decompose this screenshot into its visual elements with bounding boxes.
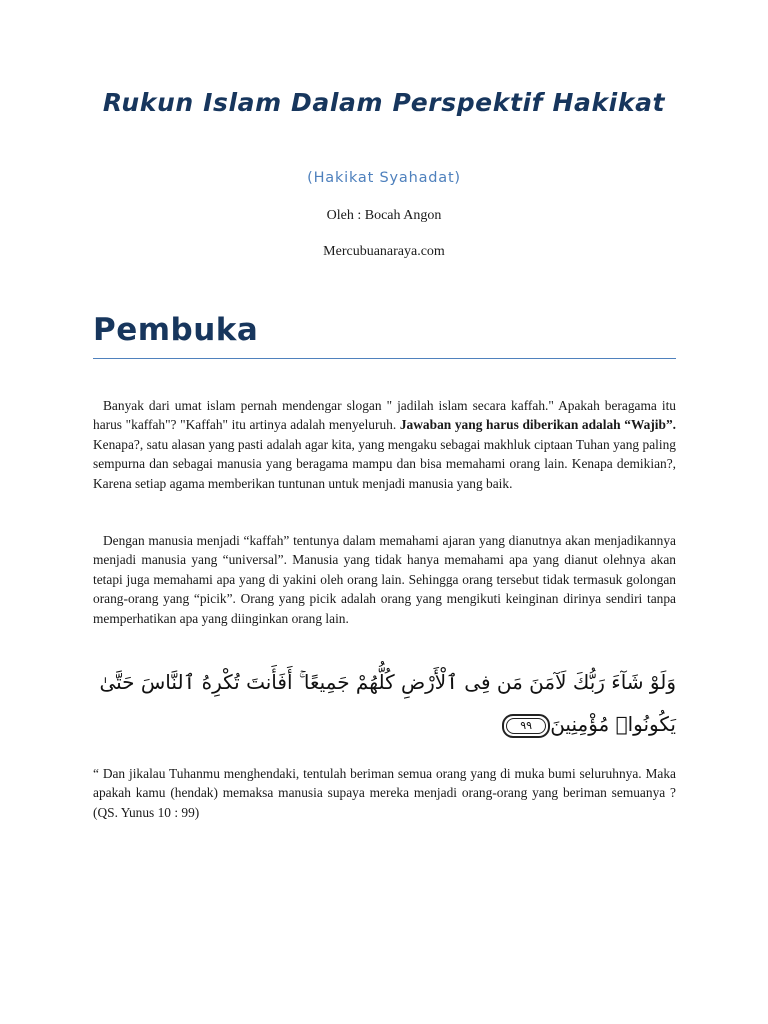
paragraph-intro (93, 396, 676, 493)
section-divider (93, 358, 676, 359)
author-line: Oleh : Bocah Angon (326, 208, 442, 223)
website-line: Mercubuanaraya.com (323, 244, 445, 259)
document-title: Rukun Islam Dalam Perspektif Hakikat (102, 88, 666, 117)
document-subtitle: (Hakikat Syahadat) (307, 170, 461, 186)
paragraph-kaffah (93, 531, 676, 628)
verse-translation: “ Dan jikalau Tuhanmu menghendaki, tentulah beriman semua orang yang di muka bumi seluruhnya. Maka apakah kamu (hendak) memaksa manusia supaya mereka menjadi orang-orang yang beriman semuanya ? (QS. Yunus 10 : 99) (93, 766, 676, 820)
paragraph-intro-text: Banyak dari umat islam pernah mendengar slogan " jadilah islam secara kaffah." Apakah beragama itu harus "kaffah"? "Kaffah" itu artinya adalah menyeluruh. (93, 398, 676, 433)
paragraph-kaffah-text: Dengan manusia menjadi “kaffah” tentunya dalam memahami ajaran yang dianutnya akan menjadikannya menjadi manusia yang “universal”. Manusia yang tidak hanya memahami apa yang dianut olehnya akan tetapi juga memahami apa yang di yakini oleh orang lain. Sehingga orang tersebut tidak termasuk golongan orang-orang yang “picik”. Orang yang picik adalah orang yang mengikuti keinginan dirinya sendiri tanpa memperhatikan apa yang diinginkan orang lain. (93, 533, 676, 626)
paragraph-intro-rest: Kenapa?, satu alasan yang pasti adalah agar kita, yang mengaku sebagai makhluk ciptaan Tuhan yang paling sempurna dan sebagai manusia yang beragama mampu dan bisa memahami orang lain. Kenapa demikian?, Karena setiap agama memberikan tuntunan untuk menjadi manusia yang baik. (93, 436, 676, 491)
quran-verse-line-1: وَلَوْ شَآءَ رَبُّكَ لَآمَنَ مَن فِى ٱلْأَرْضِ كُلُّهُمْ جَمِيعًا ۚ أَفَأَنتَ تُكْرِهُ ٱلنَّاسَ حَتَّىٰ (99, 670, 676, 694)
ayah-number-icon: ٩٩ (502, 714, 550, 738)
paragraph-intro-bold: Jawaban yang harus diberikan adalah “Wajib”. (399, 417, 676, 433)
quran-verse-line-2-text: يَكُونُوا۟ مُؤْمِنِينَ (550, 712, 676, 736)
section-heading: Pembuka (93, 312, 259, 348)
quran-verse-line-2 (93, 712, 676, 738)
